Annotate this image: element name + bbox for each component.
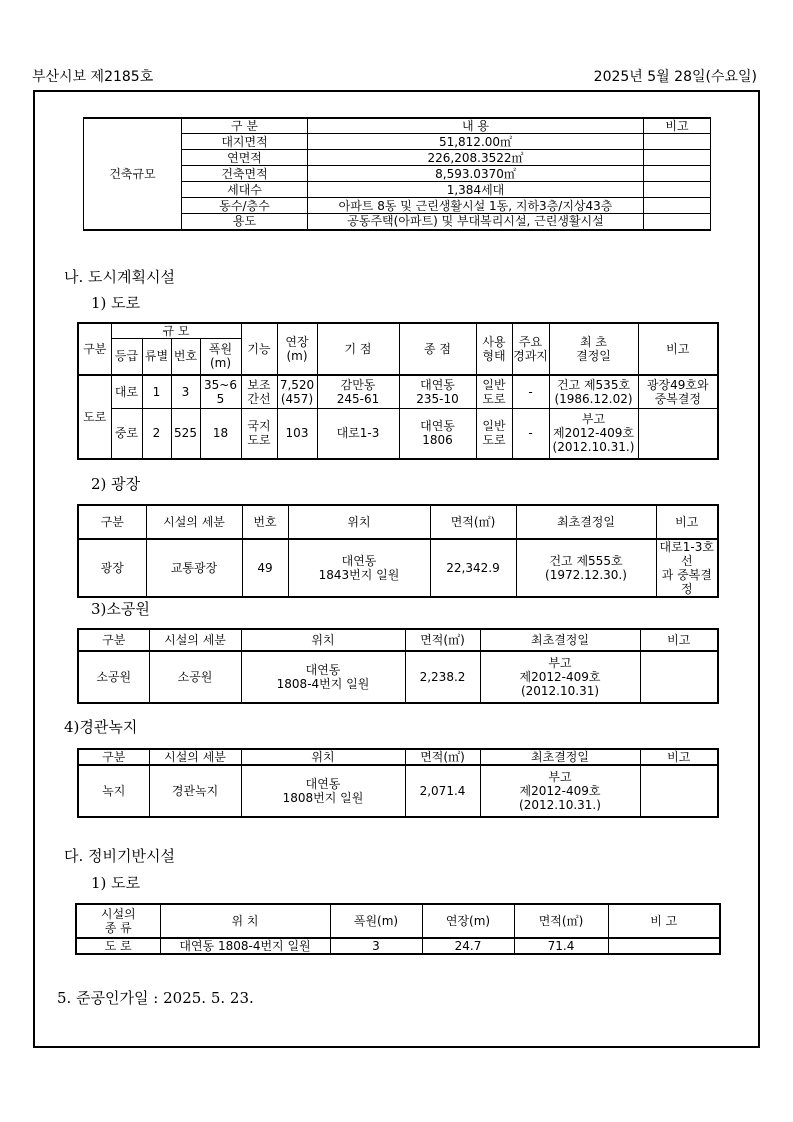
road-width: 35~6 5: [200, 375, 241, 409]
park-table: [77, 628, 719, 704]
green-h-gubun: 구분: [78, 749, 149, 765]
h-first: 최 초 결정일: [549, 323, 638, 375]
item-label: 연면적: [182, 150, 308, 166]
item-value: 공동주택(아파트) 및 부대복리시설, 근린생활시설: [308, 214, 644, 230]
green-h-note: 비고: [640, 749, 718, 765]
road-group-label: 도로: [78, 375, 111, 459]
h-via: 주요 경과지: [512, 323, 549, 375]
road-width: 18: [200, 409, 241, 459]
item-label: 대지면적: [182, 134, 308, 150]
green-location: 대연동 1808번지 일원: [241, 765, 405, 817]
item-label: 용도: [182, 214, 308, 230]
plaza-h-first: 최초결정일: [516, 505, 656, 539]
completion-date: 5. 준공인가일 : 2025. 5. 23.: [57, 989, 254, 1007]
green-detail: 경관녹지: [149, 765, 241, 817]
section-na-title: 나. 도시계획시설: [64, 268, 175, 286]
road-length: 103: [277, 409, 317, 459]
park-h-note: 비고: [640, 629, 718, 651]
maint-location: 대연동 1808-4번지 일원: [160, 938, 330, 954]
green-h-first: 최초결정일: [480, 749, 640, 765]
item-value: 8,593.0370㎡: [308, 166, 644, 182]
plaza-area: 22,342.9: [430, 539, 516, 597]
plaza-table: [77, 504, 719, 598]
item-label: 동수/층수: [182, 198, 308, 214]
park-h-detail: 시설의 세분: [149, 629, 241, 651]
item-value: 51,812.00㎡: [308, 134, 644, 150]
road-first: 부고 제2012-409호 (2012.10.31.): [549, 409, 638, 459]
road-type: 1: [142, 375, 171, 409]
park-h-first: 최초결정일: [480, 629, 640, 651]
header-note: 비고: [644, 118, 711, 134]
road-via: -: [512, 409, 549, 459]
item-note: [644, 198, 711, 214]
maint-h-kind: 시설의 종 류: [76, 904, 160, 938]
road-function: 국지 도로: [241, 409, 277, 459]
road-note: [638, 409, 718, 459]
building-scale-table: [83, 117, 711, 231]
maint-h-area: 면적(㎡): [514, 904, 608, 938]
gazette-title: 부산시보 제2185호: [32, 69, 154, 85]
green-h-location: 위치: [241, 749, 405, 765]
item-label: 세대수: [182, 182, 308, 198]
item-note: [644, 166, 711, 182]
park-gubun: 소공원: [78, 651, 149, 703]
plaza-h-detail: 시설의 세분: [146, 505, 242, 539]
maint-h-length: 연장(m): [422, 904, 514, 938]
road-grade: 중로: [111, 409, 142, 459]
plaza-h-note: 비고: [656, 505, 718, 539]
plaza-first: 건고 제555호 (1972.12.30.): [516, 539, 656, 597]
park-h-gubun: 구분: [78, 629, 149, 651]
maint-length: 24.7: [422, 938, 514, 954]
h-width: 폭원 (m): [200, 339, 241, 375]
maint-h-note: 비 고: [608, 904, 720, 938]
h-grade: 등급: [111, 339, 142, 375]
h-number: 번호: [171, 339, 200, 375]
plaza-h-gubun: 구분: [78, 505, 146, 539]
h-scale: 규 모: [111, 323, 241, 339]
green-gubun: 녹지: [78, 765, 149, 817]
h-end: 종 점: [399, 323, 476, 375]
green-table: [77, 748, 719, 818]
item-value: 226,208.3522㎡: [308, 150, 644, 166]
item-note: [644, 182, 711, 198]
road-grade: 대로: [111, 375, 142, 409]
road-via: -: [512, 375, 549, 409]
road-use: 일반 도로: [476, 375, 512, 409]
section-na-sub1: 1) 도로: [91, 294, 141, 312]
h-gubun: 구분: [78, 323, 111, 375]
header-gubun: 구 분: [182, 118, 308, 134]
road-length: 7,520 (457): [277, 375, 317, 409]
park-location: 대연동 1808-4번지 일원: [241, 651, 405, 703]
gazette-date: 2025년 5월 28일(수요일): [593, 69, 757, 85]
maint-width: 3: [330, 938, 422, 954]
plaza-location: 대연동 1843번지 일원: [288, 539, 430, 597]
green-h-detail: 시설의 세분: [149, 749, 241, 765]
section-da-title: 다. 정비기반시설: [64, 847, 175, 865]
h-function: 기능: [241, 323, 277, 375]
section-na-sub3: 3)소공원: [91, 600, 150, 618]
item-value: 1,384세대: [308, 182, 644, 198]
green-note: [640, 765, 718, 817]
green-first: 부고 제2012-409호 (2012.10.31.): [480, 765, 640, 817]
plaza-h-number: 번호: [242, 505, 288, 539]
road-number: 3: [171, 375, 200, 409]
plaza-number: 49: [242, 539, 288, 597]
park-first: 부고 제2012-409호 (2012.10.31): [480, 651, 640, 703]
maint-area: 71.4: [514, 938, 608, 954]
green-h-area: 면적(㎡): [405, 749, 480, 765]
park-area: 2,238.2: [405, 651, 480, 703]
park-h-area: 면적(㎡): [405, 629, 480, 651]
item-value: 아파트 8동 및 근린생활시설 1동, 지하3층/지상43층: [308, 198, 644, 214]
section-na-sub4: 4)경관녹지: [64, 718, 138, 736]
plaza-h-area: 면적(㎡): [430, 505, 516, 539]
road-use: 일반 도로: [476, 409, 512, 459]
item-note: [644, 134, 711, 150]
h-start: 기 점: [317, 323, 399, 375]
road-start: 감만동 245-61: [317, 375, 399, 409]
h-note: 비고: [638, 323, 718, 375]
road-end: 대연동 1806: [399, 409, 476, 459]
h-length: 연장 (m): [277, 323, 317, 375]
maint-h-width: 폭원(m): [330, 904, 422, 938]
road-type: 2: [142, 409, 171, 459]
item-note: [644, 150, 711, 166]
maintenance-road-table: [75, 903, 721, 955]
road-note: 광장49호와 중복결정: [638, 375, 718, 409]
plaza-note: 대로1-3호선 과 중복결정: [656, 539, 718, 597]
header-content: 내 용: [308, 118, 644, 134]
green-area: 2,071.4: [405, 765, 480, 817]
h-type: 류별: [142, 339, 171, 375]
plaza-h-location: 위치: [288, 505, 430, 539]
road-end: 대연동 235-10: [399, 375, 476, 409]
item-note: [644, 214, 711, 230]
maint-note: [608, 938, 720, 954]
park-h-location: 위치: [241, 629, 405, 651]
road-function: 보조 간선: [241, 375, 277, 409]
h-use: 사용 형태: [476, 323, 512, 375]
section-da-sub1: 1) 도로: [91, 874, 141, 892]
road-start: 대로1-3: [317, 409, 399, 459]
road-first: 건고 제535호 (1986.12.02): [549, 375, 638, 409]
maint-h-location: 위 치: [160, 904, 330, 938]
park-note: [640, 651, 718, 703]
plaza-detail: 교통광장: [146, 539, 242, 597]
park-detail: 소공원: [149, 651, 241, 703]
section-na-sub2: 2) 광장: [91, 475, 141, 493]
item-label: 건축면적: [182, 166, 308, 182]
road-table: [77, 322, 719, 460]
road-number: 525: [171, 409, 200, 459]
plaza-gubun: 광장: [78, 539, 146, 597]
maint-kind: 도 로: [76, 938, 160, 954]
building-scale-label: 건축규모: [84, 118, 182, 230]
